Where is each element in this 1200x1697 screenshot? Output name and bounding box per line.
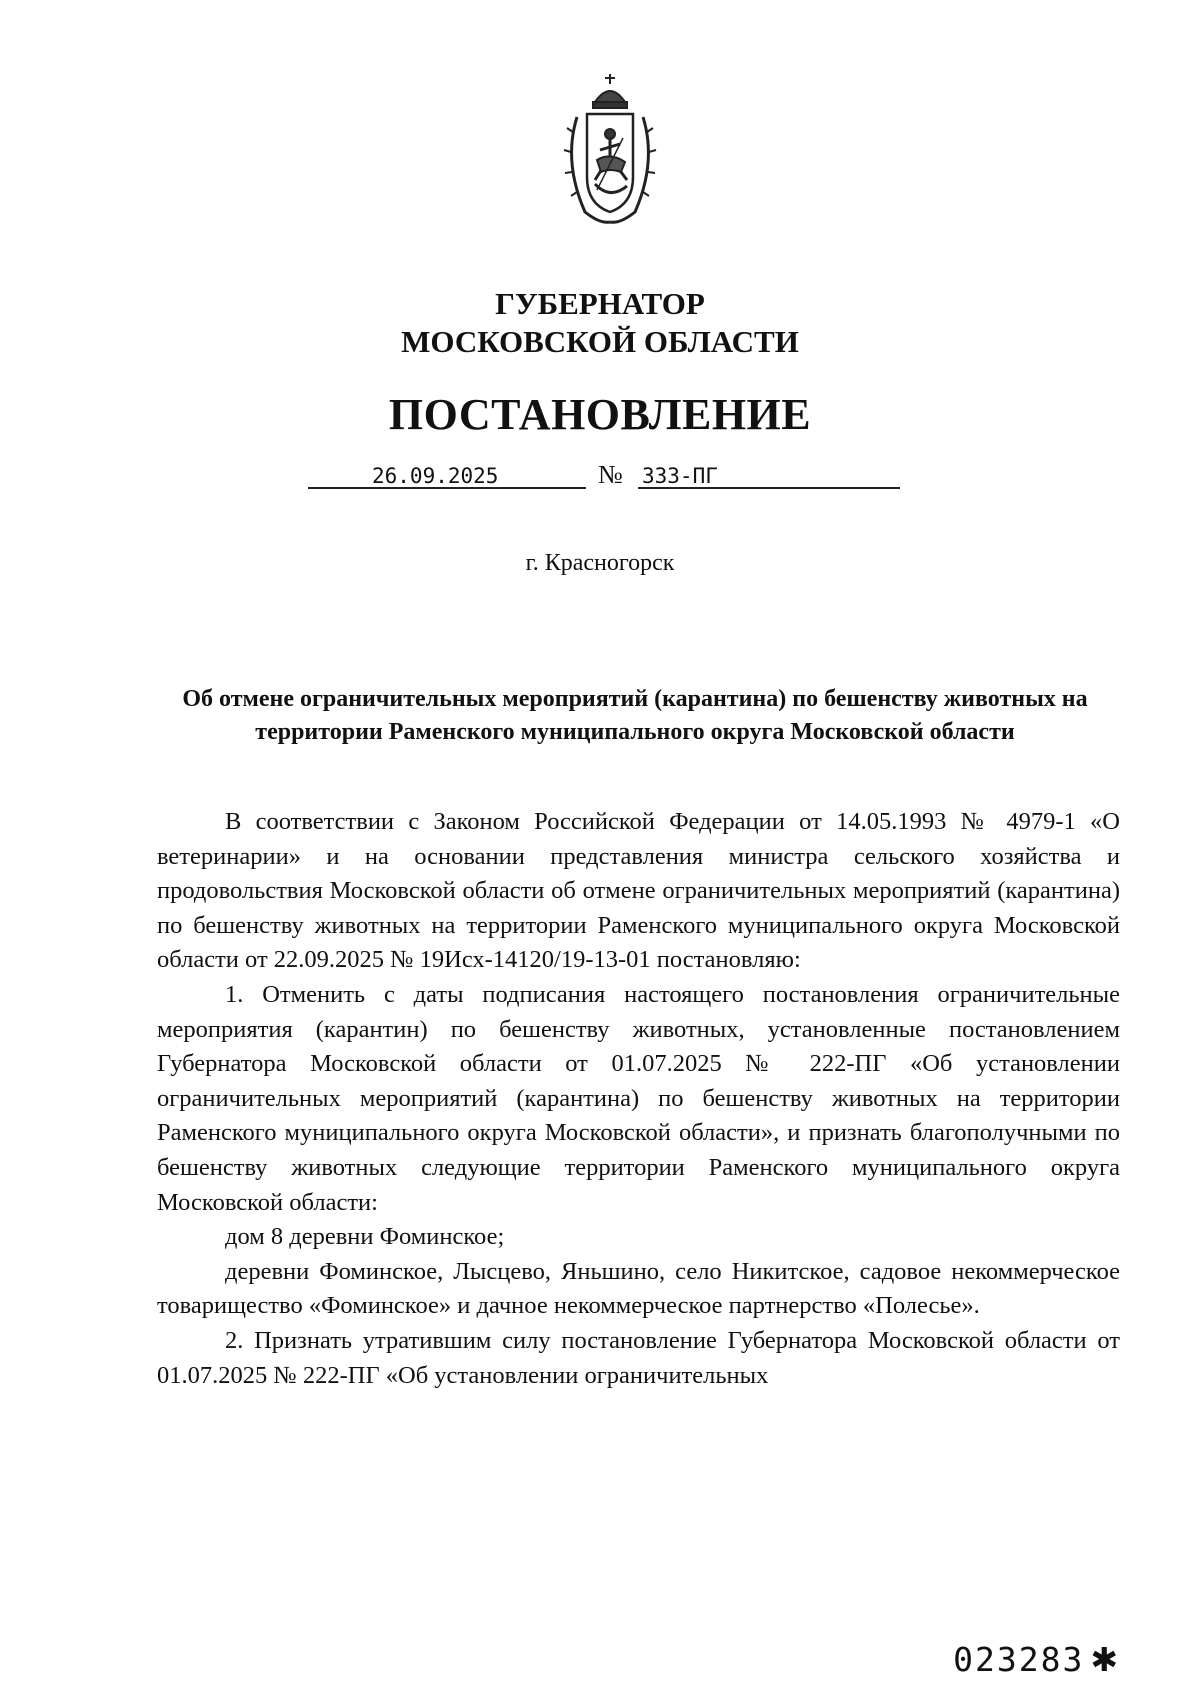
city: г. Красногорск [525,550,675,576]
body-paragraph: 2. Признать утратившим силу постановление Губернатора Московской области от 01.07.2025 № 222-ПГ «Об установлении ограничительных [157,1326,1120,1389]
body-paragraph: В соответствии с Законом Российской Федерации от 14.05.1993 № 4979-1 «О ветеринарии» и на основании представления министра сельского хозяйства и продовольствия Московской области об отмене ограничительных мероприятий (карантина) по бешенству животных на территории Раменского муниципального округа Московской области от 22.09.2025 № 19Исх-14120/19-13-01 постановляю: [157,808,1120,974]
authority-title-line2: МОСКОВСКОЙ ОБЛАСТИ [401,324,799,359]
document-title: Об отмене ограничительных мероприятий (карантина) по бешенству животных на территории Раменского муниципального округа Московской области [182,686,1088,745]
document-body [157,805,1120,1393]
number-sign: № [598,460,623,489]
moscow-oblast-coat-of-arms-icon [555,72,665,232]
body-paragraph: деревни Фоминское, Лысцево, Яньшино, село Никитское, садовое некоммерческое товарищество «Фоминское» и дачное некоммерческое партнерство «Полесье». [157,1257,1120,1320]
page-code [953,1640,1120,1680]
body-paragraph: дом 8 деревни Фоминское; [225,1223,505,1251]
page-code-number: 023283 [953,1640,1085,1679]
asterisk-icon: ✱ [1090,1640,1120,1679]
body-paragraph: 1. Отменить с даты подписания настоящего постановления ограничительные мероприятия (карантин) по бешенству животных, установленные постановлением Губернатора Московской области от 01.07.2025 № 222-ПГ «Об установлении ограничительных мероприятий (карантина) по бешенству животных на территории Раменского муниципального округа Московской области», и признать благополучными по бешенству животных следующие территории Раменского муниципального округа Московской области: [157,980,1120,1216]
authority-title-line1: ГУБЕРНАТОР [495,286,705,321]
document-date: 26.09.2025 [372,464,499,488]
document-type: ПОСТАНОВЛЕНИЕ [388,390,812,439]
document-number: 333-ПГ [642,464,718,488]
